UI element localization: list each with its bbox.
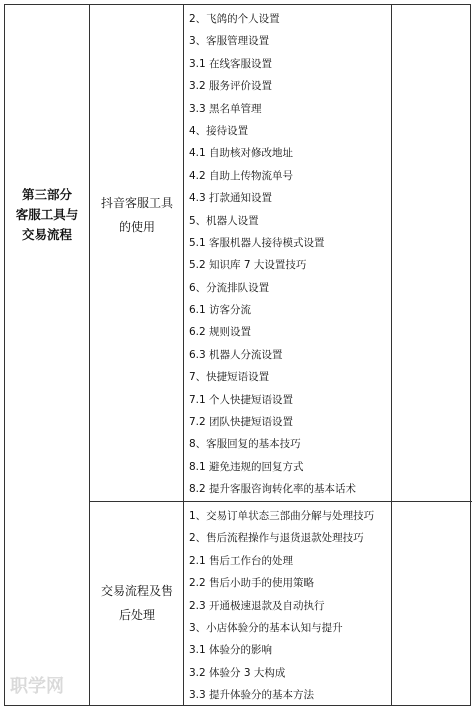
section-title	[5, 185, 89, 245]
module-name-line: 抖音客服工具	[100, 196, 173, 210]
list-item: 7.2 团队快捷短语设置	[189, 416, 294, 429]
module-name-tools	[91, 191, 183, 239]
list-item: 2.3 开通极速退款及自动执行	[189, 599, 325, 612]
curriculum-table	[4, 4, 471, 706]
column-divider	[391, 5, 392, 705]
list-item: 3、客服管理设置	[189, 35, 270, 48]
module-items-tools	[189, 8, 389, 501]
list-item: 1、交易订单状态三部曲分解与处理技巧	[189, 510, 375, 522]
list-item: 3.2 体验分 3 大构成	[189, 666, 286, 679]
list-item: 2.2 售后小助手的使用策略	[189, 577, 315, 590]
list-item: 5.2 知识库 7 大设置技巧	[189, 259, 307, 272]
list-item: 4.2 自助上传物流单号	[189, 169, 294, 182]
list-item: 8.2 提升客服咨询转化率的基本话术	[189, 483, 357, 496]
list-item: 4.1 自助核对修改地址	[189, 147, 294, 160]
list-item: 2、售后流程操作与退货退款处理技巧	[189, 532, 364, 545]
list-item: 8、客服回复的基本技巧	[189, 438, 301, 451]
list-item: 5、机器人设置	[189, 214, 259, 227]
list-item: 3、小店体验分的基本认知与提升	[189, 621, 343, 634]
module-items-trade	[189, 505, 389, 707]
list-item: 7.1 个人快捷短语设置	[189, 393, 294, 406]
list-item: 3.1 体验分的影响	[189, 644, 273, 657]
module-name-line: 的使用	[118, 220, 155, 234]
list-item: 5.1 客服机器人接待模式设置	[189, 236, 325, 249]
column-divider	[183, 5, 184, 705]
column-divider	[89, 5, 90, 705]
section-title-line: 交易流程	[21, 227, 72, 242]
list-item: 3.3 黑名单管理	[189, 102, 262, 115]
list-item: 3.3 提升体验分的基本方法	[189, 689, 315, 702]
section-title-line: 第三部分	[21, 187, 72, 202]
list-item: 6、分流排队设置	[189, 281, 270, 294]
list-item: 3.1 在线客服设置	[189, 57, 273, 70]
list-item: 6.1 访客分流	[189, 304, 252, 317]
list-item: 7、快捷短语设置	[189, 371, 270, 384]
module-name-line: 后处理	[118, 608, 155, 622]
section-title-line: 客服工具与	[15, 207, 79, 222]
row-divider	[89, 501, 472, 502]
watermark-logo: 职学网	[10, 676, 64, 697]
module-name-line: 交易流程及售	[100, 584, 173, 598]
list-item: 4、接待设置	[189, 124, 249, 137]
list-item: 2.1 售后工作台的处理	[189, 554, 294, 567]
list-item: 6.3 机器人分流设置	[189, 348, 283, 361]
list-item: 4.3 打款通知设置	[189, 192, 273, 205]
module-name-trade	[91, 579, 183, 627]
list-item: 6.2 规则设置	[189, 326, 252, 339]
list-item: 2、飞鸽的个人设置	[189, 13, 280, 25]
list-item: 3.2 服务评价设置	[189, 80, 273, 93]
list-item: 8.1 避免违规的回复方式	[189, 460, 304, 473]
